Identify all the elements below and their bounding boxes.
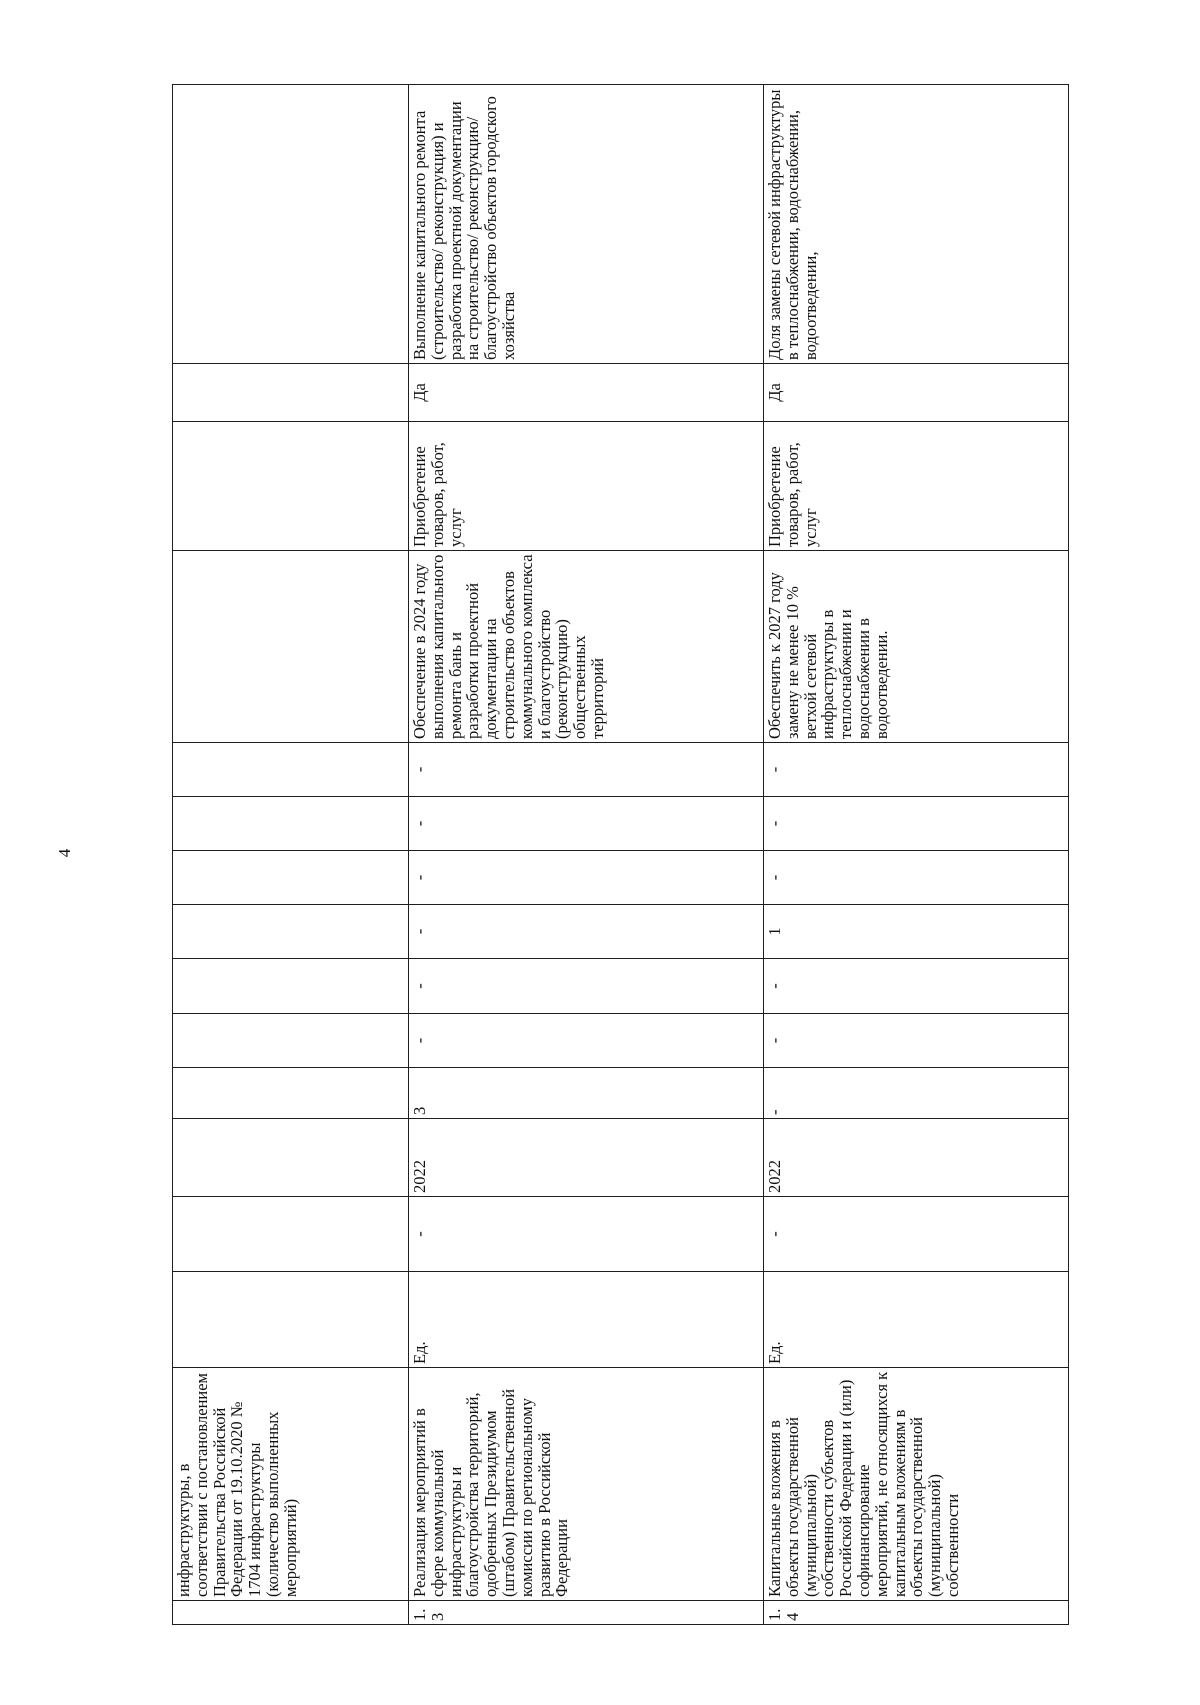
row-number [173, 1601, 409, 1625]
year-value-5: - [764, 851, 1069, 905]
indicator-name: Капитальные вложения в объекты государственной (муниципальной) собственности субъектов Российской Федерации и (или) софинансирование мероприятий, не относящихся к капитальным вложениям в объекты государственной (муниципальной) собственности [764, 1368, 1069, 1601]
base-value: - [409, 1197, 764, 1272]
characteristic [173, 85, 409, 364]
page-number: 4 [55, 848, 74, 858]
table-row [764, 85, 1069, 1625]
table-row [173, 85, 409, 1625]
flag [173, 364, 409, 422]
indicator-name: инфраструктуры, в соответствии с постановлением Правительства Российской Федерации от 19.10.2020 № 1704 инфраструктуры (количество выполненных мероприятий) [173, 1368, 409, 1601]
year-value-6: - [764, 797, 1069, 851]
row-number: 1.4 [764, 1601, 1069, 1625]
flag: Да [409, 364, 764, 422]
year-value-3 [173, 959, 409, 1014]
year-value-2 [173, 1014, 409, 1068]
task-description [173, 551, 409, 743]
event-type: Приобретение товаров, работ, услуг [764, 422, 1069, 551]
flag: Да [764, 364, 1069, 422]
unit: Ед. [764, 1272, 1069, 1368]
year-value-2: - [764, 1014, 1069, 1068]
year-value-5 [173, 851, 409, 905]
year-value-2: - [409, 1014, 764, 1068]
base-year: 2022 [764, 1119, 1069, 1197]
task-description: Обеспечить к 2027 году замену не менее 10 % ветхой сетевой инфраструктуры в теплоснабжении и водоснабжении в водоотведении. [764, 551, 1069, 743]
year-value-4 [173, 905, 409, 959]
year-value-7: - [409, 743, 764, 797]
year-value-7 [173, 743, 409, 797]
year-value-4: - [409, 905, 764, 959]
year-value-3: - [764, 959, 1069, 1014]
indicators-table [172, 84, 1069, 1625]
base-year [173, 1119, 409, 1197]
year-value-7: - [764, 743, 1069, 797]
year-value-4: 1 [764, 905, 1069, 959]
table-row [409, 85, 764, 1625]
base-value [173, 1197, 409, 1272]
event-type [173, 422, 409, 551]
year-value-3: - [409, 959, 764, 1014]
year-value-6: - [409, 797, 764, 851]
unit: Ед. [409, 1272, 764, 1368]
year-value-6 [173, 797, 409, 851]
year-value-5: - [409, 851, 764, 905]
year-value-1 [173, 1068, 409, 1119]
year-value-1: 3 [409, 1068, 764, 1119]
row-number: 1.3 [409, 1601, 764, 1625]
characteristic: Выполнение капитального ремонта (строительство/ реконструкция) и разработка проектной документации на строительство/ реконструкцию/ благоустройство объектов городского хозяйства [409, 85, 764, 364]
year-value-1: - [764, 1068, 1069, 1119]
unit [173, 1272, 409, 1368]
indicator-name: Реализация мероприятий в сфере коммунальной инфраструктуры и благоустройства территорий, одобренных Президиумом (штабом) Правительственной комиссии по региональному развитию в Российской Федерации [409, 1368, 764, 1601]
rotated-table-container [172, 85, 1064, 1625]
task-description: Обеспечение в 2024 году выполнения капитального ремонта бань и разработки проектной документации на строительство объектов коммунального комплекса и благоустройство (реконструкцию) общественных территорий [409, 551, 764, 743]
characteristic: Доля замены сетевой инфраструктуры в теплоснабжении, водоснабжении, водоотведении, [764, 85, 1069, 364]
base-value: - [764, 1197, 1069, 1272]
event-type: Приобретение товаров, работ, услуг [409, 422, 764, 551]
base-year: 2022 [409, 1119, 764, 1197]
